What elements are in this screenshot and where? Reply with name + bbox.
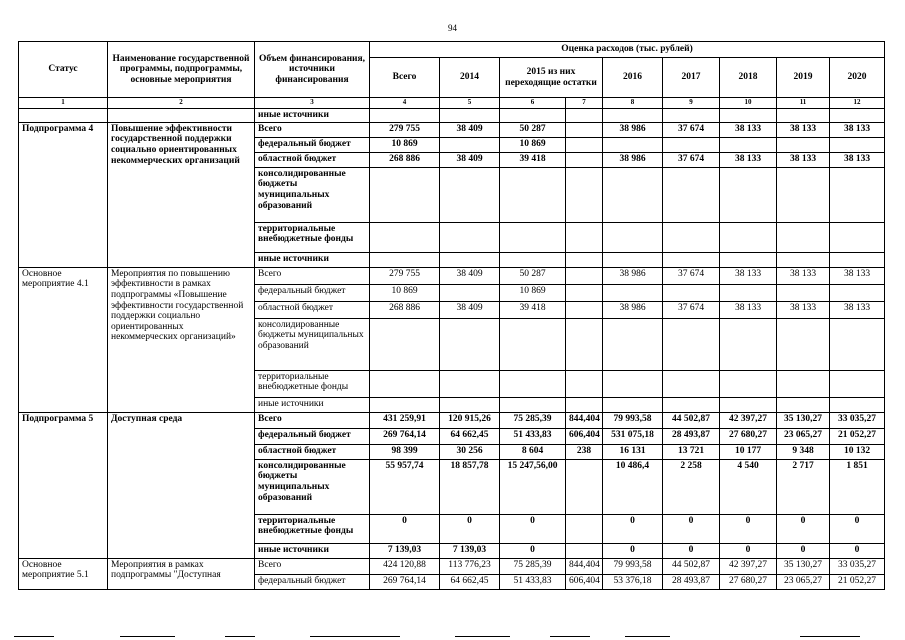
column-number: 6	[500, 98, 566, 109]
value-cell	[566, 252, 603, 267]
value-cell: 0	[663, 543, 720, 558]
value-cell	[720, 222, 777, 252]
value-cell	[830, 284, 885, 301]
value-cell	[440, 370, 500, 397]
value-cell: 38 409	[440, 267, 500, 284]
value-cell: 15 247,56,00	[500, 459, 566, 514]
value-cell: 44 502,87	[663, 558, 720, 574]
source-label: федеральный бюджет	[255, 137, 370, 152]
value-cell: 0	[777, 514, 830, 543]
value-cell	[777, 370, 830, 397]
value-cell: 79 993,58	[603, 558, 663, 574]
page-number: 94	[448, 23, 457, 33]
value-cell: 120 915,26	[440, 412, 500, 428]
value-cell: 44 502,87	[663, 412, 720, 428]
value-cell: 0	[720, 514, 777, 543]
table-row	[19, 558, 885, 574]
value-cell	[603, 252, 663, 267]
value-cell: 268 886	[370, 152, 440, 167]
column-number: 1	[19, 98, 108, 109]
value-cell	[603, 222, 663, 252]
value-cell	[370, 167, 440, 222]
value-cell: 10 869	[370, 284, 440, 301]
value-cell	[830, 252, 885, 267]
value-cell: 9 348	[777, 444, 830, 459]
value-cell	[720, 370, 777, 397]
value-cell: 4 540	[720, 459, 777, 514]
value-cell	[777, 397, 830, 412]
header-year: Всего	[370, 58, 440, 98]
value-cell	[440, 167, 500, 222]
value-cell: 844,404	[566, 558, 603, 574]
row-status: Подпрограмма 5	[19, 412, 108, 558]
value-cell: 2 717	[777, 459, 830, 514]
source-label: иные источники	[255, 108, 370, 122]
value-cell: 33 035,27	[830, 412, 885, 428]
value-cell: 38 133	[830, 122, 885, 137]
value-cell	[500, 252, 566, 267]
value-cell	[603, 284, 663, 301]
column-number: 4	[370, 98, 440, 109]
source-label: областной бюджет	[255, 152, 370, 167]
value-cell: 75 285,39	[500, 412, 566, 428]
header-status: Статус	[19, 42, 108, 98]
cut-line	[625, 636, 670, 637]
value-cell	[777, 252, 830, 267]
row-name: Доступная среда	[108, 412, 255, 558]
value-cell: 279 755	[370, 122, 440, 137]
value-cell: 38 133	[720, 267, 777, 284]
value-cell	[603, 370, 663, 397]
value-cell	[566, 370, 603, 397]
source-label: федеральный бюджет	[255, 284, 370, 301]
value-cell	[566, 122, 603, 137]
value-cell: 606,404	[566, 574, 603, 589]
value-cell: 38 133	[830, 267, 885, 284]
value-cell	[370, 370, 440, 397]
value-cell	[440, 397, 500, 412]
value-cell	[830, 167, 885, 222]
value-cell	[440, 252, 500, 267]
value-cell: 0	[440, 514, 500, 543]
value-cell: 38 133	[720, 122, 777, 137]
source-label: федеральный бюджет	[255, 574, 370, 589]
value-cell	[370, 397, 440, 412]
value-cell: 10 869	[500, 284, 566, 301]
value-cell	[566, 152, 603, 167]
value-cell: 431 259,91	[370, 412, 440, 428]
row-name: Мероприятия в рамках подпрограммы "Доступная	[108, 558, 255, 589]
value-cell	[566, 459, 603, 514]
value-cell: 38 133	[777, 152, 830, 167]
value-cell: 38 133	[830, 152, 885, 167]
value-cell: 18 857,78	[440, 459, 500, 514]
value-cell: 606,404	[566, 428, 603, 444]
value-cell: 268 886	[370, 301, 440, 318]
source-label: Всего	[255, 122, 370, 137]
value-cell: 0	[500, 514, 566, 543]
value-cell: 64 662,45	[440, 574, 500, 589]
value-cell: 37 674	[663, 122, 720, 137]
value-cell	[500, 318, 566, 370]
value-cell: 0	[777, 543, 830, 558]
value-cell: 7 139,03	[440, 543, 500, 558]
value-cell: 238	[566, 444, 603, 459]
value-cell: 844,404	[566, 412, 603, 428]
column-number: 11	[777, 98, 830, 109]
value-cell: 64 662,45	[440, 428, 500, 444]
value-cell	[663, 370, 720, 397]
cut-line	[310, 636, 400, 637]
value-cell: 8 604	[500, 444, 566, 459]
row-name: Повышение эффективности государственной поддержки социально ориентированных некоммерческих организаций	[108, 122, 255, 267]
value-cell	[566, 137, 603, 152]
value-cell	[720, 318, 777, 370]
value-cell: 50 287	[500, 122, 566, 137]
value-cell	[720, 397, 777, 412]
value-cell	[777, 284, 830, 301]
value-cell: 2 258	[663, 459, 720, 514]
value-cell	[566, 222, 603, 252]
value-cell: 51 433,83	[500, 574, 566, 589]
header-year: 2020	[830, 58, 885, 98]
value-cell: 39 418	[500, 301, 566, 318]
value-cell: 13 721	[663, 444, 720, 459]
value-cell: 21 052,27	[830, 574, 885, 589]
row-status: Основное мероприятие 4.1	[19, 267, 108, 412]
value-cell	[566, 301, 603, 318]
value-cell	[440, 222, 500, 252]
value-cell: 531 075,18	[603, 428, 663, 444]
source-label: Всего	[255, 558, 370, 574]
value-cell: 37 674	[663, 152, 720, 167]
header-year: 2016	[603, 58, 663, 98]
value-cell	[603, 397, 663, 412]
value-cell: 28 493,87	[663, 574, 720, 589]
value-cell	[830, 137, 885, 152]
column-number: 7	[566, 98, 603, 109]
column-number: 9	[663, 98, 720, 109]
value-cell	[566, 514, 603, 543]
value-cell: 10 132	[830, 444, 885, 459]
value-cell: 23 065,27	[777, 574, 830, 589]
value-cell: 98 399	[370, 444, 440, 459]
value-cell	[440, 137, 500, 152]
source-label: федеральный бюджет	[255, 428, 370, 444]
column-number: 2	[108, 98, 255, 109]
header-year: 2014	[440, 58, 500, 98]
cut-line	[14, 636, 54, 637]
value-cell	[830, 222, 885, 252]
value-cell	[370, 252, 440, 267]
value-cell	[777, 222, 830, 252]
value-cell: 10 869	[370, 137, 440, 152]
value-cell	[720, 167, 777, 222]
column-number: 5	[440, 98, 500, 109]
value-cell: 0	[500, 543, 566, 558]
value-cell: 269 764,14	[370, 428, 440, 444]
value-cell	[500, 222, 566, 252]
value-cell	[440, 284, 500, 301]
value-cell: 0	[830, 543, 885, 558]
value-cell: 0	[603, 514, 663, 543]
column-number: 12	[830, 98, 885, 109]
value-cell: 27 680,27	[720, 574, 777, 589]
value-cell	[663, 137, 720, 152]
value-cell: 35 130,27	[777, 412, 830, 428]
value-cell: 38 133	[720, 301, 777, 318]
value-cell	[500, 370, 566, 397]
value-cell: 53 376,18	[603, 574, 663, 589]
cut-line	[455, 636, 510, 637]
source-label: иные источники	[255, 397, 370, 412]
value-cell	[830, 318, 885, 370]
cut-line	[550, 636, 590, 637]
row-status: Подпрограмма 4	[19, 122, 108, 267]
value-cell: 75 285,39	[500, 558, 566, 574]
source-label: консолидированные бюджеты муниципальных образований	[255, 318, 370, 370]
table-row	[19, 267, 885, 284]
source-label: иные источники	[255, 252, 370, 267]
column-number: 10	[720, 98, 777, 109]
row-name: Мероприятия по повышению эффективности в рамках подпрограммы «Повышение эффективности государственной поддержки социально ориентированных некоммерческих организаций»	[108, 267, 255, 412]
value-cell: 30 256	[440, 444, 500, 459]
value-cell	[663, 397, 720, 412]
source-label: Всего	[255, 412, 370, 428]
source-label: иные источники	[255, 543, 370, 558]
row-status: Основное мероприятие 5.1	[19, 558, 108, 589]
value-cell: 51 433,83	[500, 428, 566, 444]
value-cell: 0	[663, 514, 720, 543]
value-cell: 42 397,27	[720, 558, 777, 574]
value-cell: 0	[603, 543, 663, 558]
value-cell	[663, 167, 720, 222]
header-year: 2015 из них переходящие остатки	[500, 58, 603, 98]
value-cell: 113 776,23	[440, 558, 500, 574]
value-cell: 7 139,03	[370, 543, 440, 558]
source-label: Всего	[255, 267, 370, 284]
cut-line	[225, 636, 255, 637]
source-label: областной бюджет	[255, 444, 370, 459]
budget-table	[18, 41, 885, 590]
value-cell	[440, 318, 500, 370]
value-cell	[566, 167, 603, 222]
value-cell: 0	[830, 514, 885, 543]
cut-line	[120, 636, 175, 637]
value-cell	[830, 370, 885, 397]
value-cell	[830, 397, 885, 412]
value-cell	[720, 252, 777, 267]
source-label: консолидированные бюджеты муниципальных образований	[255, 167, 370, 222]
column-number: 3	[255, 98, 370, 109]
value-cell: 42 397,27	[720, 412, 777, 428]
cut-line	[800, 636, 860, 637]
value-cell: 79 993,58	[603, 412, 663, 428]
value-cell: 37 674	[663, 301, 720, 318]
header-estimate: Оценка расходов (тыс. рублей)	[370, 42, 885, 58]
header-year: 2018	[720, 58, 777, 98]
value-cell: 10 486,4	[603, 459, 663, 514]
value-cell	[566, 318, 603, 370]
value-cell: 50 287	[500, 267, 566, 284]
value-cell: 38 133	[777, 301, 830, 318]
value-cell	[566, 397, 603, 412]
value-cell	[566, 284, 603, 301]
value-cell: 35 130,27	[777, 558, 830, 574]
table-row	[19, 412, 885, 428]
value-cell: 38 409	[440, 152, 500, 167]
value-cell	[603, 137, 663, 152]
value-cell	[603, 167, 663, 222]
value-cell: 269 764,14	[370, 574, 440, 589]
value-cell: 0	[720, 543, 777, 558]
header-volume: Объем финансирования, источники финансирования	[255, 42, 370, 98]
value-cell: 38 409	[440, 301, 500, 318]
value-cell: 33 035,27	[830, 558, 885, 574]
value-cell	[500, 397, 566, 412]
value-cell: 38 133	[830, 301, 885, 318]
value-cell	[720, 284, 777, 301]
value-cell	[777, 167, 830, 222]
value-cell	[500, 167, 566, 222]
value-cell: 37 674	[663, 267, 720, 284]
value-cell: 38 986	[603, 152, 663, 167]
value-cell: 38 986	[603, 267, 663, 284]
value-cell: 38 409	[440, 122, 500, 137]
value-cell: 38 133	[720, 152, 777, 167]
table-row	[19, 122, 885, 137]
column-number: 8	[603, 98, 663, 109]
value-cell	[663, 222, 720, 252]
header-year: 2017	[663, 58, 720, 98]
source-label: территориальные внебюджетные фонды	[255, 514, 370, 543]
value-cell: 38 133	[777, 267, 830, 284]
value-cell: 1 851	[830, 459, 885, 514]
table-row	[19, 108, 885, 122]
value-cell	[370, 318, 440, 370]
value-cell	[370, 222, 440, 252]
value-cell: 21 052,27	[830, 428, 885, 444]
value-cell: 10 177	[720, 444, 777, 459]
value-cell	[603, 318, 663, 370]
value-cell: 23 065,27	[777, 428, 830, 444]
value-cell: 55 957,74	[370, 459, 440, 514]
value-cell	[566, 267, 603, 284]
value-cell: 10 869	[500, 137, 566, 152]
value-cell: 279 755	[370, 267, 440, 284]
value-cell	[720, 137, 777, 152]
value-cell	[566, 543, 603, 558]
value-cell	[777, 318, 830, 370]
value-cell: 39 418	[500, 152, 566, 167]
value-cell	[777, 137, 830, 152]
source-label: консолидированные бюджеты муниципальных образований	[255, 459, 370, 514]
value-cell: 28 493,87	[663, 428, 720, 444]
source-label: территориальные внебюджетные фонды	[255, 370, 370, 397]
value-cell: 424 120,88	[370, 558, 440, 574]
source-label: областной бюджет	[255, 301, 370, 318]
header-name: Наименование государственной программы, подпрограммы, основные мероприятия	[108, 42, 255, 98]
value-cell: 16 131	[603, 444, 663, 459]
value-cell: 27 680,27	[720, 428, 777, 444]
value-cell: 38 133	[777, 122, 830, 137]
value-cell	[663, 252, 720, 267]
value-cell	[663, 318, 720, 370]
source-label: территориальные внебюджетные фонды	[255, 222, 370, 252]
value-cell: 38 986	[603, 122, 663, 137]
value-cell: 38 986	[603, 301, 663, 318]
value-cell: 0	[370, 514, 440, 543]
value-cell	[663, 284, 720, 301]
header-year: 2019	[777, 58, 830, 98]
